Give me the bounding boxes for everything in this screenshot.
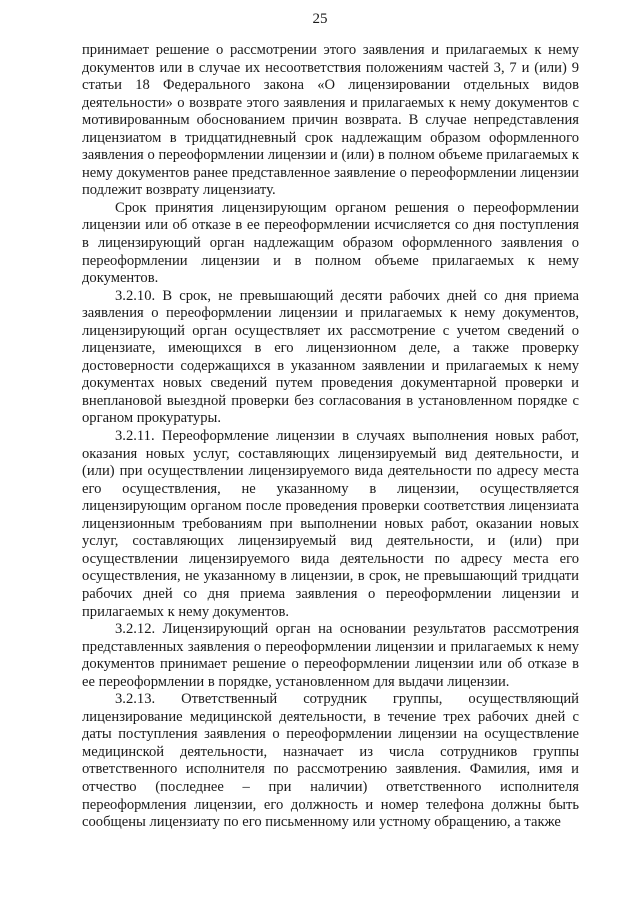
page-number: 25 (312, 11, 328, 27)
paragraph-licensing-term: Срок принятия лицензирующим органом решения о переоформлении лицензии или об отказе в ее переоформлении исчисляется со дня поступления в лицензирующий орган надлежащим образом оформленного заявления о переоформлении лицензии и в полном объеме прилагаемых к нему документов. (82, 199, 579, 287)
paragraph-3-2-11: 3.2.11. Переоформление лицензии в случаях выполнения новых работ, оказания новых услуг, составляющих лицензируемый вид деятельности, и (или) при осуществлении лицензируемого вида деятельности по адресу места его осуществления, не указанному в лицензии, осуществляется лицензирующим органом после проведения проверки соответствия лицензиата лицензионным требованиям при выполнении новых работ, оказании новых услуг, составляющих лицензируемый вид деятельности, и (или) при осуществлении лицензируемого вида деятельности по адресу места его осуществления, не указанному в лицензии, в срок, не превышающий тридцати рабочих дней со дня приема заявления о переоформлении лицензии и прилагаемых к нему документов. (82, 428, 579, 620)
paragraph-3-2-12: 3.2.12. Лицензирующий орган на основании результатов рассмотрения представленных заявления о переоформлении лицензии и прилагаемых к нему документов принимает решение о переоформлении лицензии или об отказе в ее переоформлении в порядке, установленном для выдачи лицензии. (82, 621, 579, 690)
document-body (82, 42, 579, 832)
paragraph-3-2-10: 3.2.10. В срок, не превышающий десяти рабочих дней со дня приема заявления о переоформлении лицензии и прилагаемых к нему документов, лицензирующий орган осуществляет их рассмотрение с учетом сведений о лицензиате, имеющихся в его лицензионном деле, а также проверку достоверности содержащихся в указанном заявлении и прилагаемых к нему документах новых сведений путем проведения документарной проверки и внеплановой выездной проверки без согласования в установленном порядке с органом прокуратуры. (82, 287, 579, 427)
paragraph-continuation: принимает решение о рассмотрении этого заявления и прилагаемых к нему документов или в случае их несоответствия положениям частей 3, 7 и (или) 9 статьи 18 Федерального закона «О лицензировании отдельных видов деятельности» о возврате этого заявления и прилагаемых к нему документов с мотивированным обоснованием причин возврата. В случае непредставления лицензиатом в тридцатидневный срок надлежащим образом оформленного заявления о переоформлении лицензии и (или) в полном объеме прилагаемых к нему документов ранее представленное заявление о переоформлении лицензии подлежит возврату лицензиату. (82, 42, 579, 199)
paragraph-3-2-13: 3.2.13. Ответственный сотрудник группы, осуществляющий лицензирование медицинской деятельности, в течение трех рабочих дней с даты поступления заявления о переоформлении лицензии на осуществление медицинской деятельности, назначает из числа сотрудников группы ответственного исполнителя по рассмотрению заявления. Фамилия, имя и отчество (последнее – при наличии) ответственного исполнителя переоформления лицензии, его должность и номер телефона должны быть сообщены лицензиату по его письменному или устному обращению, а также (82, 691, 579, 831)
